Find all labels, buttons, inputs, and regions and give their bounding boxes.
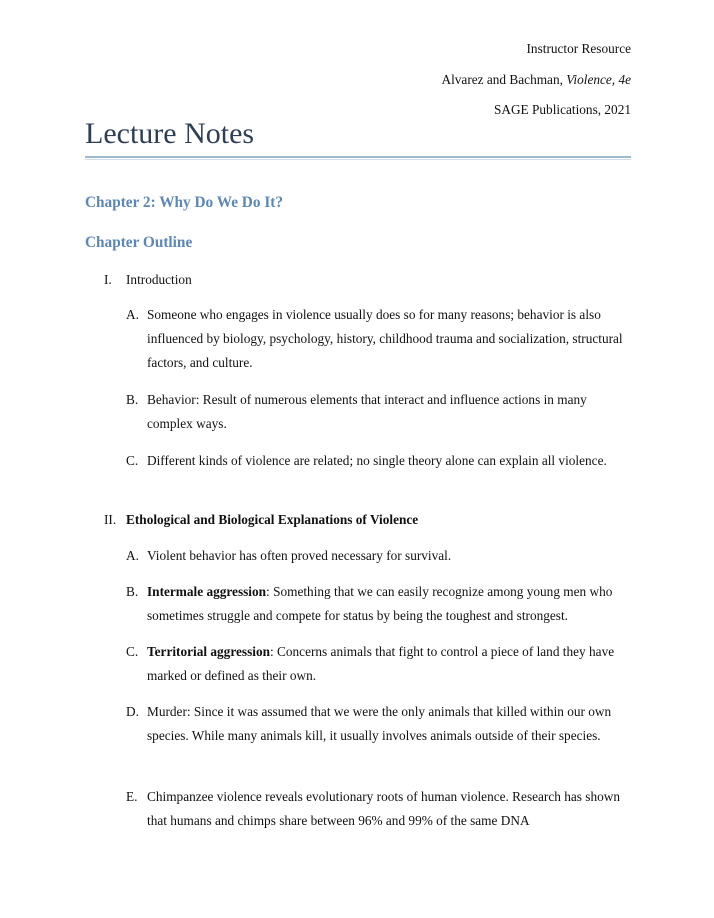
- item-letter: C.: [126, 453, 139, 468]
- header-publisher: SAGE Publications, 2021: [493, 102, 631, 117]
- item-term: Territorial aggression: [147, 644, 270, 659]
- item-letter: A.: [126, 548, 139, 563]
- outline-heading: Chapter Outline: [85, 234, 193, 251]
- section-number: II.: [104, 512, 117, 527]
- header-book-citation: [441, 69, 631, 100]
- item-text: Chimpanzee violence reveals evolutionary roots of human violence. Research has shown that humans and chimps share between 96% and 99% of the same DNA: [147, 789, 620, 828]
- item-letter: E.: [126, 789, 138, 804]
- section-number: I.: [104, 272, 112, 287]
- item-text: Behavior: Result of numerous elements that interact and influence actions in many complex ways.: [147, 392, 587, 431]
- item-letter: D.: [126, 704, 139, 719]
- item-text-container: [147, 580, 632, 628]
- item-letter: A.: [126, 307, 139, 322]
- item-text: : Something that we can easily recognize among young men who sometimes struggle and compete for status by being the toughest and strongest.: [147, 584, 613, 623]
- title-underline-shadow: [85, 159, 631, 160]
- header-resource-type: Instructor Resource: [526, 41, 631, 56]
- section-title: Ethological and Biological Explanations of Violence: [126, 512, 419, 527]
- page-title: Lecture Notes: [85, 117, 255, 150]
- section-title: Introduction: [126, 272, 192, 287]
- item-letter: C.: [126, 644, 139, 659]
- item-text: : Concerns animals that fight to control a piece of land they have marked or defined as their own.: [147, 644, 615, 683]
- chapter-heading: Chapter 2: Why Do We Do It?: [85, 194, 284, 211]
- item-text: Murder: Since it was assumed that we were the only animals that killed within our own species. While many animals kill, it usually involves animals outside of their species.: [147, 704, 612, 743]
- item-letter: B.: [126, 584, 139, 599]
- header-authors: Alvarez and Bachman,: [441, 71, 567, 87]
- item-text: Different kinds of violence are related; no single theory alone can explain all violence.: [147, 453, 607, 468]
- item-text: Someone who engages in violence usually does so for many reasons; behavior is also influenced by biology, psychology, history, childhood trauma and socialization, structural factors, and culture.: [147, 307, 623, 370]
- item-text: Violent behavior has often proved necessary for survival.: [147, 548, 452, 563]
- item-text-container: [147, 640, 632, 688]
- header-edition: , 4e: [611, 71, 631, 87]
- header-book-title: Violence: [566, 71, 612, 87]
- item-term: Intermale aggression: [147, 584, 267, 599]
- item-letter: B.: [126, 392, 139, 407]
